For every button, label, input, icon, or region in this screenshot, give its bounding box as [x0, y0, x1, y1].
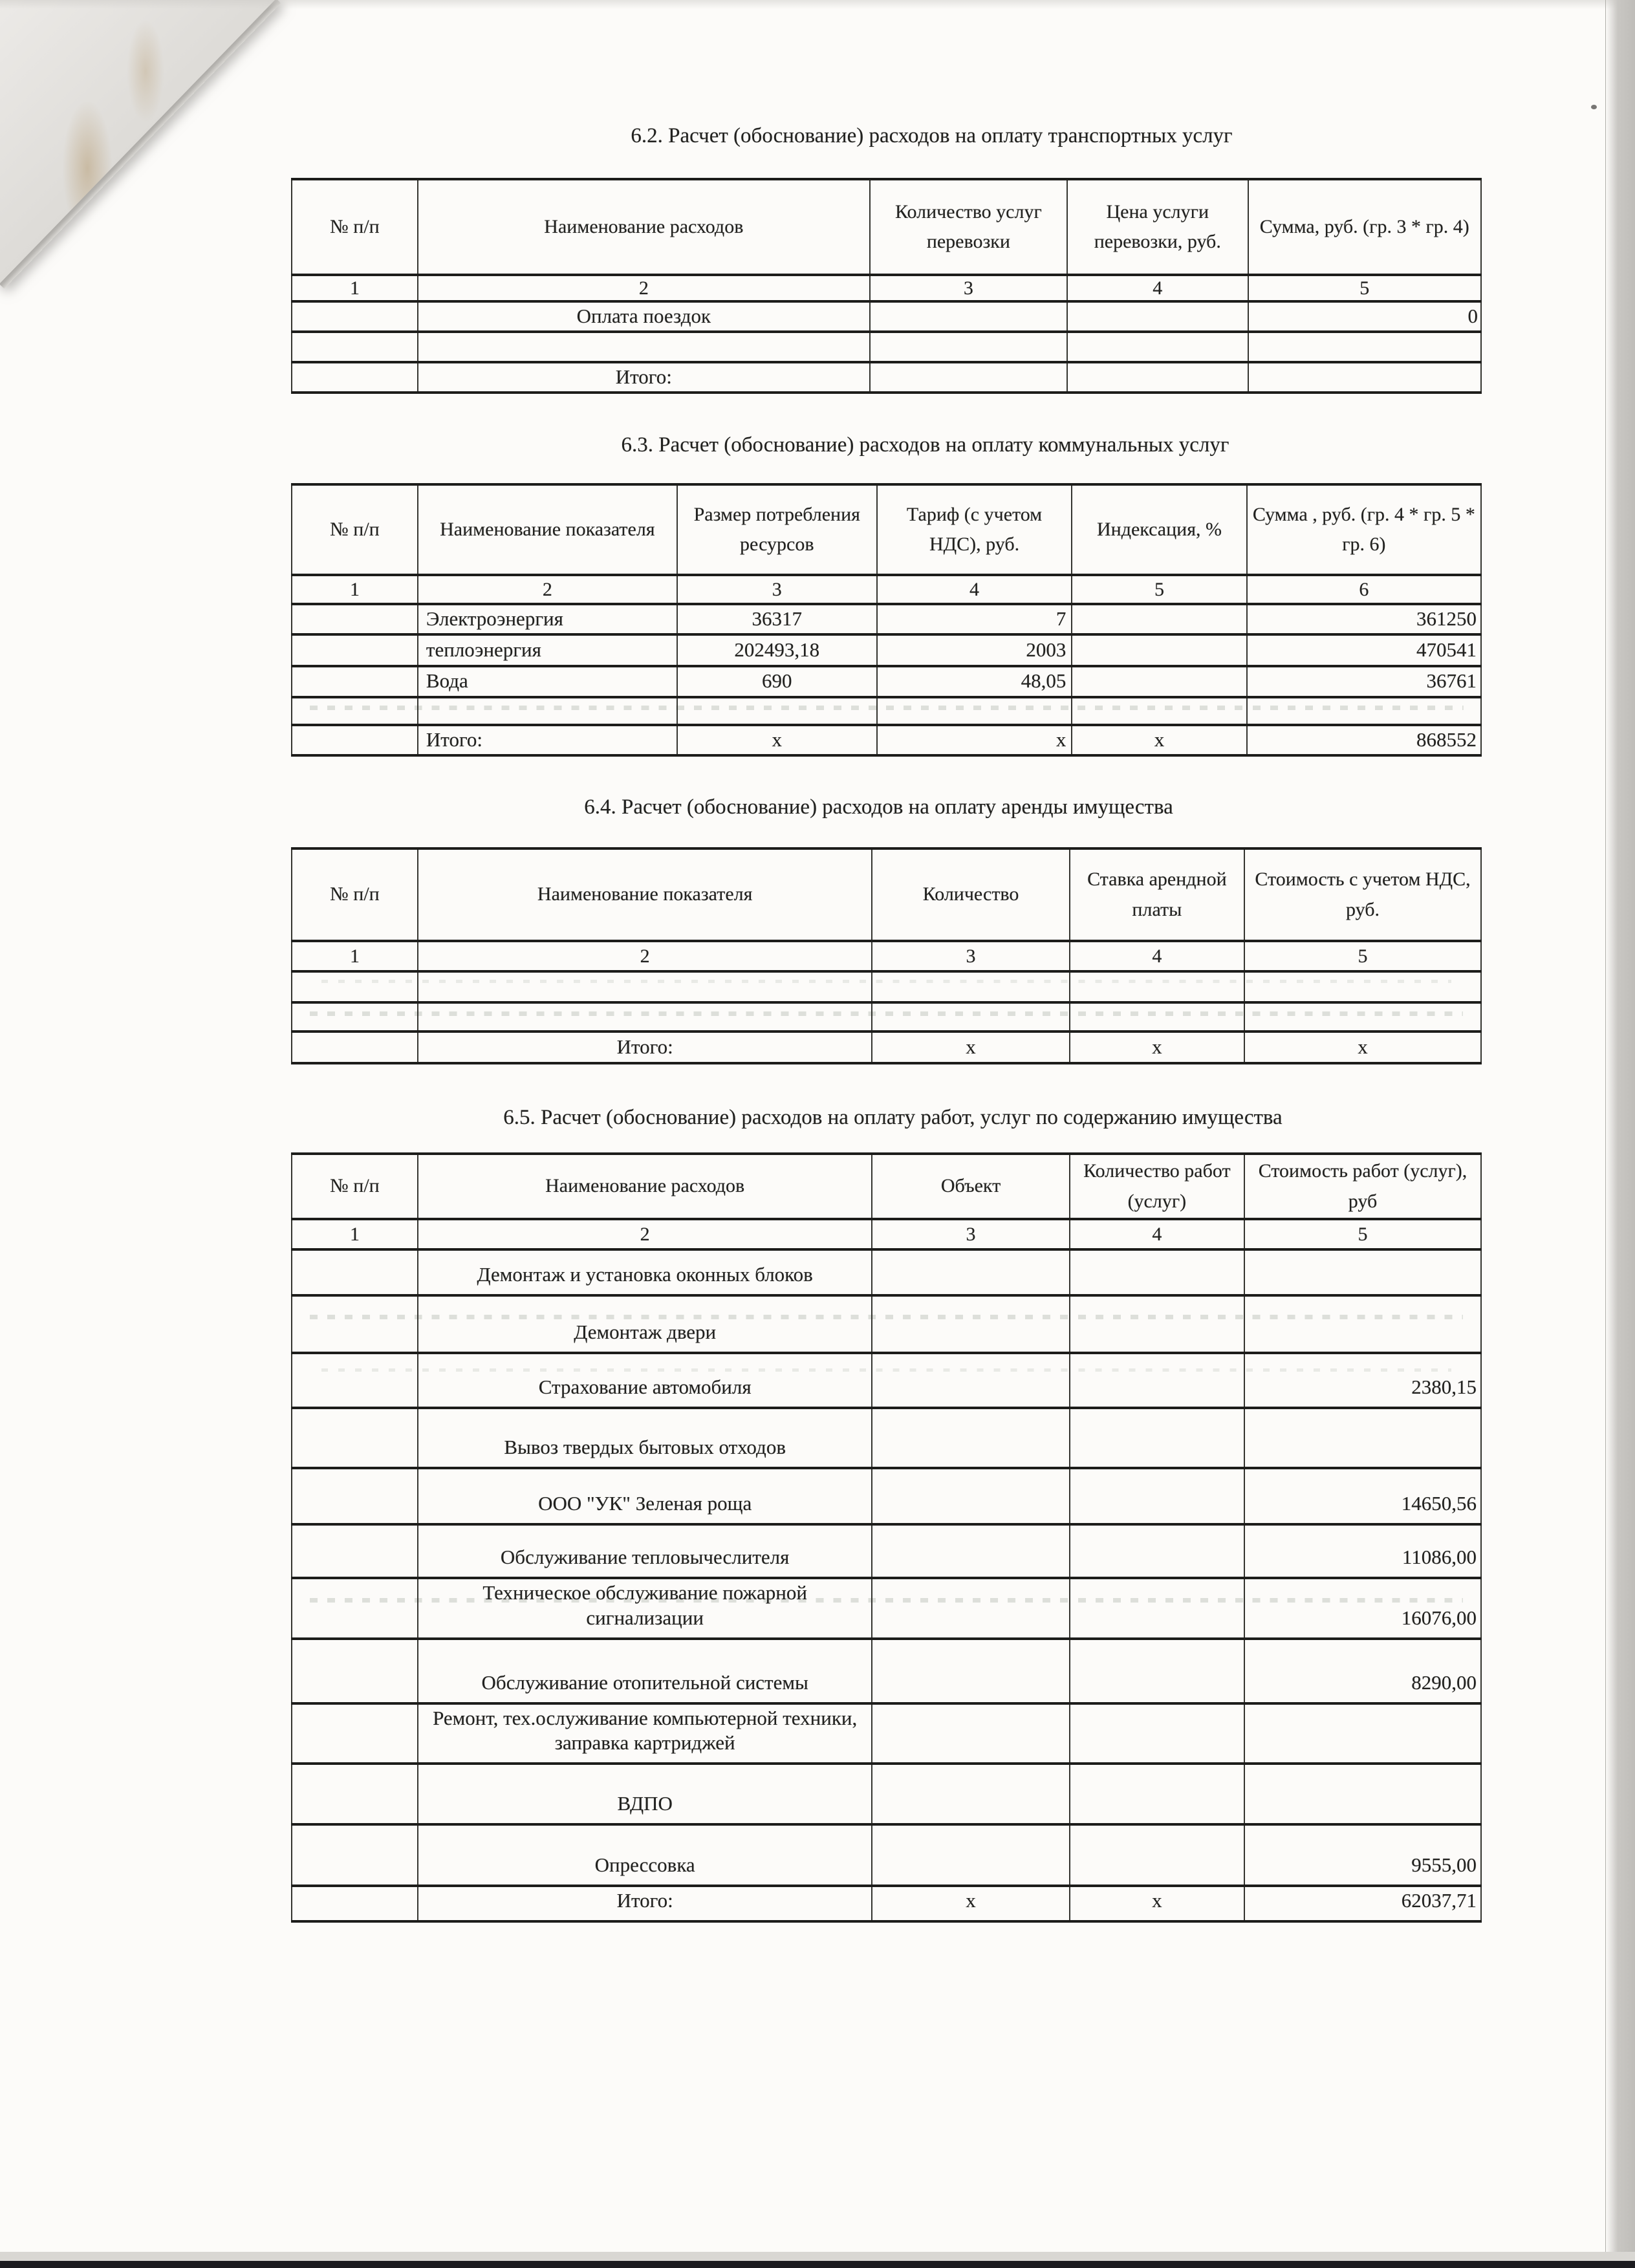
column-number: 1 [292, 575, 418, 604]
table-cell [1244, 1295, 1481, 1353]
transport-services-table [291, 178, 1482, 394]
table-cell [677, 697, 877, 725]
table-row [292, 1824, 1481, 1886]
table-row [292, 634, 1481, 666]
table-cell [292, 1639, 418, 1703]
table-cell [870, 362, 1067, 393]
table-row [292, 1468, 1481, 1524]
column-number: 3 [872, 1219, 1069, 1249]
table-row [292, 301, 1481, 332]
table-cell [292, 1002, 418, 1031]
section-title-6-2: 6.2. Расчет (обоснование) расходов на оплату транспортных услуг [631, 124, 1233, 147]
table-cell [292, 1295, 418, 1353]
table-cell: 48,05 [877, 666, 1072, 697]
table-cell: x [1070, 1886, 1244, 1921]
header-row [292, 1154, 1481, 1219]
table-cell [1067, 332, 1248, 362]
table-cell [1244, 1249, 1481, 1295]
table-cell [292, 1524, 418, 1578]
table-cell: 16076,00 [1244, 1578, 1481, 1639]
table-cell [1067, 362, 1248, 393]
table-cell [872, 971, 1069, 1002]
table-row [292, 1886, 1481, 1921]
table-cell: Итого: [418, 1031, 872, 1063]
column-number: 4 [877, 575, 1072, 604]
table-row [292, 1703, 1481, 1764]
header-row [292, 848, 1481, 941]
table-cell [292, 1249, 418, 1295]
table-row [292, 1031, 1481, 1063]
column-number: 1 [292, 941, 418, 971]
table-cell [1070, 1249, 1244, 1295]
column-number-row [292, 1219, 1481, 1249]
table-cell: Обслуживание отопительной системы [418, 1639, 872, 1703]
table-cell: Оплата поездок [418, 301, 870, 332]
table-cell [292, 697, 418, 725]
column-number: 3 [870, 275, 1067, 301]
table-cell: Вывоз твердых бытовых отходов [418, 1408, 872, 1468]
column-header: Количество услуг перевозки [870, 179, 1067, 275]
table-cell [872, 1578, 1069, 1639]
table-cell [1070, 1353, 1244, 1408]
table-row [292, 1353, 1481, 1408]
table-cell: x [1072, 725, 1246, 755]
table-cell: 36317 [677, 604, 877, 634]
table-cell [872, 1295, 1069, 1353]
table-cell [1244, 1002, 1481, 1031]
table-cell [418, 332, 870, 362]
table-cell [870, 332, 1067, 362]
table-cell: x [1244, 1031, 1481, 1063]
table-cell: x [872, 1886, 1069, 1921]
table-cell: 7 [877, 604, 1072, 634]
table-cell [1070, 1578, 1244, 1639]
table-cell: Страхование автомобиля [418, 1353, 872, 1408]
table-cell: Итого: [418, 362, 870, 393]
table-cell [872, 1524, 1069, 1578]
table-cell [292, 1703, 418, 1764]
column-header: Объект [872, 1154, 1069, 1219]
table-cell [1070, 1408, 1244, 1468]
table-cell: 690 [677, 666, 877, 697]
table-cell: Демонтаж и установка оконных блоков [418, 1249, 872, 1295]
column-header: Размер потребления ресурсов [677, 484, 877, 575]
table-row [292, 362, 1481, 393]
section-title-6-3: 6.3. Расчет (обоснование) расходов на оплату коммунальных услуг [621, 433, 1229, 457]
table-cell: 0 [1248, 301, 1481, 332]
column-header: Ставка арендной платы [1070, 848, 1244, 941]
scan-edge-top [0, 0, 1635, 9]
column-number: 5 [1244, 1219, 1481, 1249]
table-cell: x [872, 1031, 1069, 1063]
table-cell [872, 1639, 1069, 1703]
table-cell [870, 301, 1067, 332]
table-cell: Обслуживание тепловычеслителя [418, 1524, 872, 1578]
table-cell [1247, 697, 1481, 725]
table-row [292, 1578, 1481, 1639]
property-rent-table [291, 847, 1482, 1064]
table-cell: Итого: [418, 725, 677, 755]
table-cell [1248, 362, 1481, 393]
table-cell [877, 697, 1072, 725]
column-header: Стоимость работ (услуг), руб [1244, 1154, 1481, 1219]
table-cell: 470541 [1247, 634, 1481, 666]
table-cell [292, 1824, 418, 1886]
table-cell [1072, 666, 1246, 697]
table-cell: 8290,00 [1244, 1639, 1481, 1703]
column-number-row [292, 941, 1481, 971]
table-cell: Вода [418, 666, 677, 697]
table-cell: 2003 [877, 634, 1072, 666]
table-row [292, 1249, 1481, 1295]
table-row [292, 1002, 1481, 1031]
table-cell: 36761 [1247, 666, 1481, 697]
column-header: Количество [872, 848, 1069, 941]
table-cell [292, 362, 418, 393]
column-header: Сумма, руб. (гр. 3 * гр. 4) [1248, 179, 1481, 275]
table-cell: 361250 [1247, 604, 1481, 634]
table-cell: 14650,56 [1244, 1468, 1481, 1524]
table-cell: 62037,71 [1244, 1886, 1481, 1921]
table-row [292, 332, 1481, 362]
table-row [292, 604, 1481, 634]
table-cell [292, 971, 418, 1002]
column-header: Сумма , руб. (гр. 4 * гр. 5 * гр. 6) [1247, 484, 1481, 575]
table-cell [1067, 301, 1248, 332]
table-cell: Электроэнергия [418, 604, 677, 634]
table-cell [1070, 1639, 1244, 1703]
header-row [292, 484, 1481, 575]
table-cell [418, 971, 872, 1002]
column-number: 2 [418, 1219, 872, 1249]
table-row [292, 666, 1481, 697]
table-cell [292, 1578, 418, 1639]
column-number: 5 [1244, 941, 1481, 971]
column-number: 1 [292, 275, 418, 301]
table-cell: ООО "УК" Зеленая роща [418, 1468, 872, 1524]
table-cell [1070, 1002, 1244, 1031]
column-header: Наименование показателя [418, 848, 872, 941]
table-cell [292, 634, 418, 666]
column-header: Наименование показателя [418, 484, 677, 575]
column-header: Наименование расходов [418, 1154, 872, 1219]
table-cell [1244, 971, 1481, 1002]
ink-fleck [1591, 105, 1597, 109]
table-cell [872, 1002, 1069, 1031]
column-number: 3 [872, 941, 1069, 971]
table-row [292, 725, 1481, 755]
column-header: Стоимость с учетом НДС, руб. [1244, 848, 1481, 941]
column-header: Индексация, % [1072, 484, 1246, 575]
table-cell [872, 1824, 1069, 1886]
table-cell [872, 1353, 1069, 1408]
table-cell [292, 666, 418, 697]
column-number: 3 [677, 575, 877, 604]
column-number: 6 [1247, 575, 1481, 604]
table-cell [292, 332, 418, 362]
column-number: 4 [1067, 275, 1248, 301]
table-row [292, 1639, 1481, 1703]
table-row [292, 971, 1481, 1002]
table-cell [292, 301, 418, 332]
table-row [292, 1764, 1481, 1824]
table-cell [1070, 1524, 1244, 1578]
table-cell: ВДПО [418, 1764, 872, 1824]
table-cell: Опрессовка [418, 1824, 872, 1886]
table-cell [1072, 604, 1246, 634]
column-header: № п/п [292, 1154, 418, 1219]
table-cell [1244, 1764, 1481, 1824]
scan-edge-bottom-dark [0, 2261, 1635, 2268]
table-cell [872, 1703, 1069, 1764]
table-cell: 11086,00 [1244, 1524, 1481, 1578]
table-cell [872, 1468, 1069, 1524]
table-cell [1070, 1764, 1244, 1824]
table-cell [292, 1468, 418, 1524]
table-cell [418, 697, 677, 725]
table-row [292, 1295, 1481, 1353]
column-number: 1 [292, 1219, 418, 1249]
table-cell [292, 1408, 418, 1468]
table-cell: x [1070, 1031, 1244, 1063]
table-cell [1070, 1703, 1244, 1764]
column-number-row [292, 575, 1481, 604]
table-cell [1070, 1295, 1244, 1353]
column-number: 4 [1070, 1219, 1244, 1249]
header-row [292, 179, 1481, 275]
table-cell: x [677, 725, 877, 755]
table-cell [292, 604, 418, 634]
column-number: 2 [418, 941, 872, 971]
table-cell: x [877, 725, 1072, 755]
table-cell [1244, 1408, 1481, 1468]
table-cell [1072, 634, 1246, 666]
column-header: Наименование расходов [418, 179, 870, 275]
column-number: 2 [418, 275, 870, 301]
utilities-table [291, 483, 1482, 757]
table-cell [1072, 697, 1246, 725]
table-cell: Техническое обслуживание пожарной сигнализации [418, 1578, 872, 1639]
table-cell: 868552 [1247, 725, 1481, 755]
column-header: № п/п [292, 179, 418, 275]
table-cell: 2380,15 [1244, 1353, 1481, 1408]
table-cell [872, 1764, 1069, 1824]
column-number: 4 [1070, 941, 1244, 971]
column-header: Количество работ (услуг) [1070, 1154, 1244, 1219]
column-header: Тариф (с учетом НДС), руб. [877, 484, 1072, 575]
table-cell: Ремонт, тех.ослуживание компьютерной техники, заправка картриджей [418, 1703, 872, 1764]
table-cell: 202493,18 [677, 634, 877, 666]
table-cell [292, 1764, 418, 1824]
column-number: 5 [1248, 275, 1481, 301]
property-maintenance-table [291, 1152, 1482, 1923]
table-cell [1244, 1703, 1481, 1764]
section-title-6-4: 6.4. Расчет (обоснование) расходов на оплату аренды имущества [584, 795, 1173, 819]
table-cell: Итого: [418, 1886, 872, 1921]
column-number: 2 [418, 575, 677, 604]
table-cell: Демонтаж двери [418, 1295, 872, 1353]
column-number: 5 [1072, 575, 1246, 604]
table-cell: теплоэнергия [418, 634, 677, 666]
table-cell [1070, 971, 1244, 1002]
table-cell [292, 1031, 418, 1063]
table-cell [292, 1886, 418, 1921]
scan-edge-right [1605, 0, 1635, 2268]
table-row [292, 697, 1481, 725]
column-header: Цена услуги перевозки, руб. [1067, 179, 1248, 275]
column-number-row [292, 275, 1481, 301]
table-cell [1070, 1824, 1244, 1886]
table-cell [418, 1002, 872, 1031]
table-cell: 9555,00 [1244, 1824, 1481, 1886]
scan-edge-bottom-light [0, 2252, 1635, 2261]
table-cell [292, 1353, 418, 1408]
table-cell [1248, 332, 1481, 362]
table-cell [872, 1249, 1069, 1295]
table-cell [292, 725, 418, 755]
table-row [292, 1524, 1481, 1578]
table-cell [872, 1408, 1069, 1468]
column-header: № п/п [292, 484, 418, 575]
table-row [292, 1408, 1481, 1468]
table-cell [1070, 1468, 1244, 1524]
column-header: № п/п [292, 848, 418, 941]
section-title-6-5: 6.5. Расчет (обоснование) расходов на оплату работ, услуг по содержанию имущества [503, 1106, 1283, 1129]
